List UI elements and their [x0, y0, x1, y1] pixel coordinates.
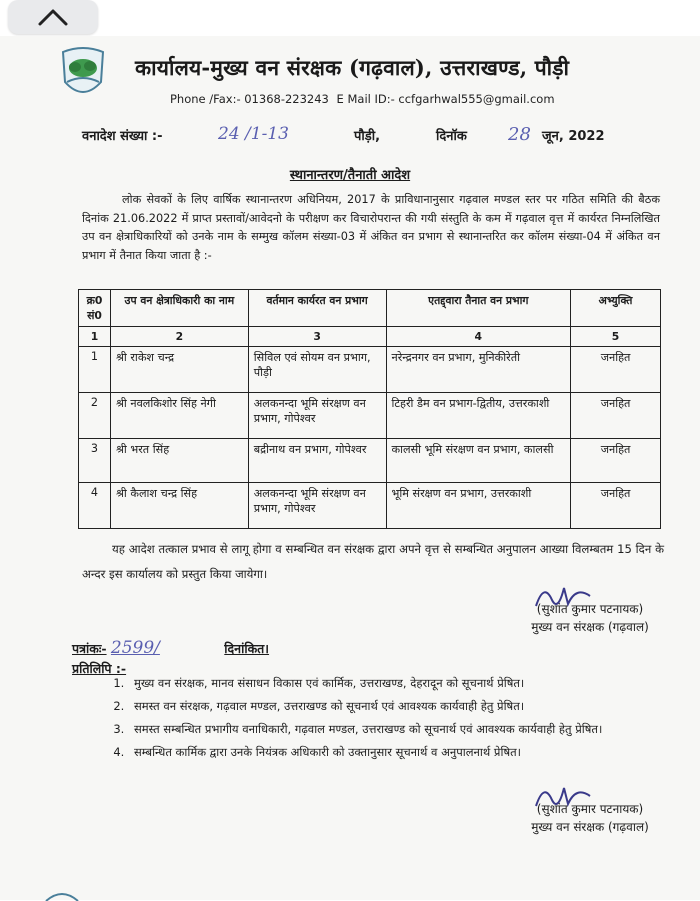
table-row: [79, 483, 661, 529]
cell-current: अलकनन्दा भूमि संरक्षण वन प्रभाग, गोपेश्वर: [248, 393, 386, 439]
table-row: [79, 439, 661, 483]
signature-block-2: [510, 800, 670, 836]
signatory-name: (सुशांत कुमार पटनायक): [536, 802, 644, 816]
signature-scribble-icon: [530, 578, 600, 612]
reference-label: पत्रांकः-: [72, 641, 107, 656]
order-place: पौड़ी,: [354, 129, 381, 144]
cell-sn: 2: [79, 393, 111, 439]
signature-scribble-icon: [530, 778, 600, 812]
order-number-value: 24 /1-13: [218, 124, 289, 144]
closing-paragraph: यह आदेश तत्काल प्रभाव से लागू होगा व सम्बन्धित वन संरक्षक द्वारा अपने वृत्त से सम्बन्धित अनुपालन आख्या विलम्बतम 15 दिन के अन्दर इस कार्यालय को प्रस्तुत किया जायेगा।: [82, 542, 664, 581]
copy-to-label: प्रतिलिपि :-: [72, 661, 127, 676]
order-number-label: वनादेश संख्या :-: [82, 129, 163, 144]
table-header: एतद्द्वारा तैनात वन प्रभाग: [386, 290, 571, 327]
table-header: अभ्युक्ति: [571, 290, 661, 327]
signatory-name: (सुशांत कुमार पटनायक): [536, 602, 644, 616]
cell-sn: 3: [79, 439, 111, 483]
cell-remark: जनहित: [571, 393, 661, 439]
cell-sn: 1: [79, 347, 111, 393]
order-title: स्थानान्तरण/तैनाती आदेश: [289, 168, 411, 183]
collapse-button[interactable]: [8, 0, 98, 34]
column-number: 2: [110, 327, 248, 347]
column-number-row: [79, 327, 661, 347]
column-number: 4: [386, 327, 571, 347]
reference-number: 2599/: [110, 638, 160, 658]
viewer-topbar: [0, 0, 700, 36]
list-item: 4. सम्बन्धित कार्मिक द्वारा उनके नियंत्रक अधिकारी को उक्तानुसार सूचनार्थ व अनुपालनार्थ प्रेषित।: [128, 743, 688, 762]
cell-name: श्री भरत सिंह: [110, 439, 248, 483]
order-date-rest: जून, 2022: [542, 129, 605, 144]
cell-name: श्री नवलकिशोर सिंह नेगी: [110, 393, 248, 439]
cell-posted: भूमि संरक्षण वन प्रभाग, उत्तरकाशी: [386, 483, 571, 529]
table-header-row: [79, 290, 661, 327]
cell-remark: जनहित: [571, 483, 661, 529]
chevron-up-icon: [36, 6, 70, 28]
cell-name: श्री राकेश चन्द्र: [110, 347, 248, 393]
table-row: [79, 347, 661, 393]
signatory-designation: मुख्य वन संरक्षक (गढ़वाल): [531, 820, 649, 834]
email-address: E Mail ID:- ccfgarhwal555@gmail.com: [336, 92, 555, 106]
signatory-designation: मुख्य वन संरक्षक (गढ़वाल): [531, 620, 649, 634]
contact-line: [170, 92, 559, 106]
order-date-label: दिनॉक: [436, 129, 467, 144]
cell-current: सिविल एवं सोयम वन प्रभाग, पौड़ी: [248, 347, 386, 393]
column-number: 5: [571, 327, 661, 347]
cell-remark: जनहित: [571, 347, 661, 393]
phone-number: Phone /Fax:- 01368-223243: [170, 92, 329, 106]
copy-list: [108, 674, 688, 766]
forest-department-logo-icon: [55, 46, 111, 102]
order-date-day: 28: [508, 124, 531, 145]
table-row: [79, 393, 661, 439]
cell-remark: जनहित: [571, 439, 661, 483]
list-item: 3. समस्त सम्बन्धित प्रभागीय वनाधिकारी, गढ़वाल मण्डल, उत्तराखण्ड को सूचनार्थ एवं आवश्यक कार्यवाही हेतु प्रेषित।: [128, 720, 688, 739]
reference-date-label: दिनांकित।: [224, 641, 270, 656]
cell-current: अलकनन्दा भूमि संरक्षण वन प्रभाग, गोपेश्वर: [248, 483, 386, 529]
intro-paragraph: लोक सेवकों के लिए वार्षिक स्थानान्तरण अधिनियम, 2017 के प्राविधानानुसार गढ़वाल मण्डल स्तर पर गठित समिति की बैठक दिनांक 21.06.2022 में प्राप्त प्रस्तावों/आवेदनो के परीक्षण कर विचारोपरान्त की गयी संस्तुति के कम में गढ़वाल वृत्त में कार्यरत निम्नलिखित उप वन क्षेत्राधिकारियों को उनके नाम के सम्मुख कॉलम संख्या-03 में अंकित वन प्रभाग से स्थानान्तरित कर कॉलम संख्या-04 में अंकित वन प्रभाग में तैनात किया जाता है :-: [82, 193, 660, 262]
transfer-table: [78, 289, 661, 529]
column-number: 1: [79, 327, 111, 347]
list-item: 2. समस्त वन संरक्षक, गढ़वाल मण्डल, उत्तराखण्ड को सूचनार्थ एवं आवश्यक कार्यवाही हेतु प्रेषित।: [128, 697, 688, 716]
cell-current: बद्रीनाथ वन प्रभाग, गोपेश्वर: [248, 439, 386, 483]
office-title: कार्यालय-मुख्य वन संरक्षक (गढ़वाल), उत्तराखण्ड, पौड़ी: [135, 55, 570, 80]
signature-block-1: [510, 600, 670, 636]
next-page-logo-icon: [42, 885, 82, 901]
table-header: वर्तमान कार्यरत वन प्रभाग: [248, 290, 386, 327]
cell-posted: कालसी भूमि संरक्षण वन प्रभाग, कालसी: [386, 439, 571, 483]
reference-line: [72, 638, 269, 658]
cell-posted: टिहरी डैम वन प्रभाग-द्वितीय, उत्तरकाशी: [386, 393, 571, 439]
cell-sn: 4: [79, 483, 111, 529]
list-item: 1. मुख्य वन संरक्षक, मानव संसाधन विकास एवं कार्मिक, उत्तराखण्ड, देहरादून को सूचनार्थ प्रेषित।: [128, 674, 688, 693]
table-header: उप वन क्षेत्राधिकारी का नाम: [110, 290, 248, 327]
column-number: 3: [248, 327, 386, 347]
cell-posted: नरेन्द्रनगर वन प्रभाग, मुनिकीरेती: [386, 347, 571, 393]
cell-name: श्री कैलाश चन्द्र सिंह: [110, 483, 248, 529]
table-header: क्र0 सं0: [79, 290, 111, 327]
